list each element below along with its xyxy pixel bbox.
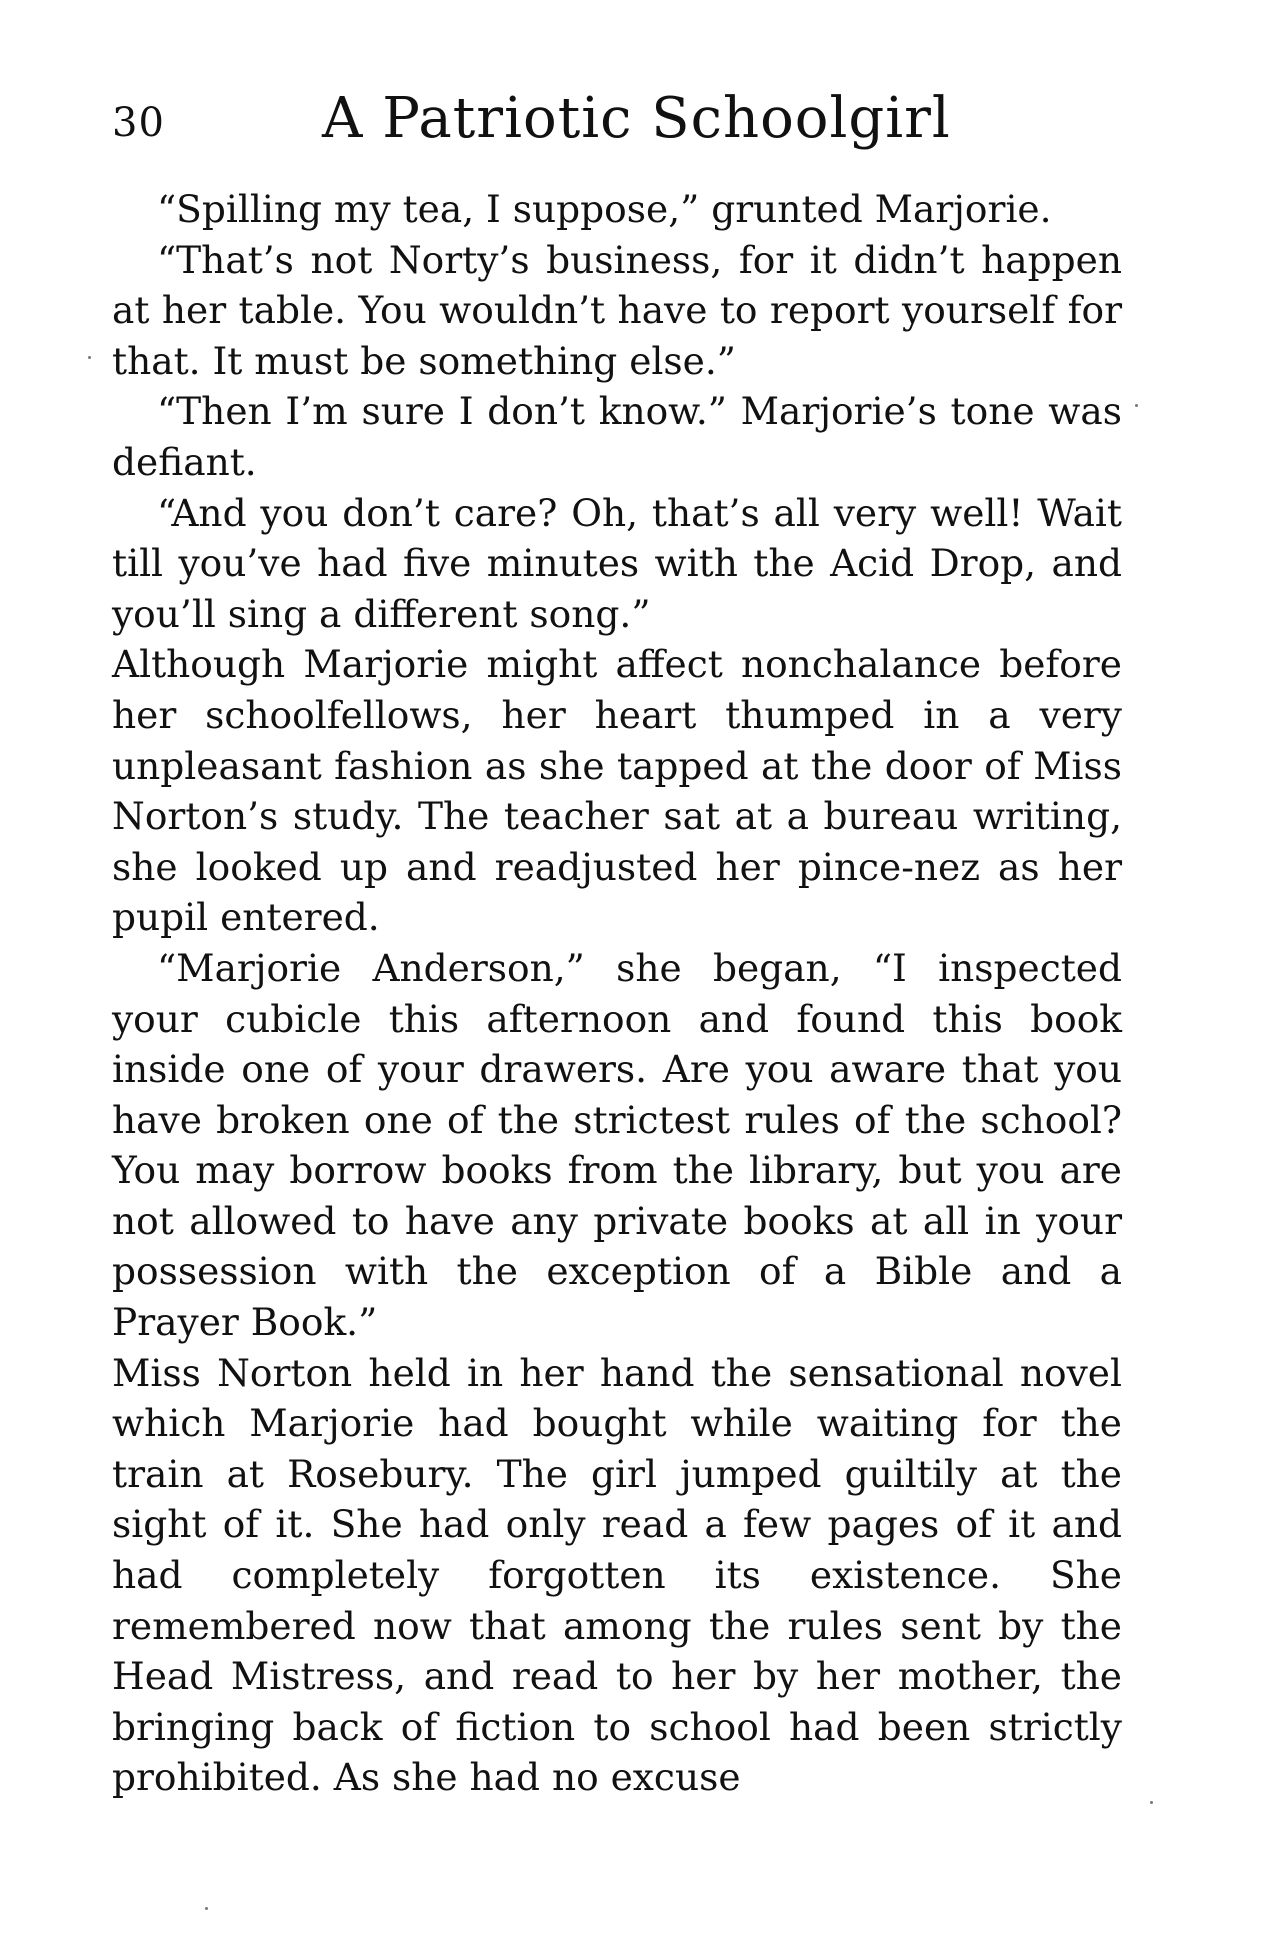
- scan-speck: [1135, 404, 1138, 407]
- paragraph-7: Miss Norton held in her hand the sensational novel which Marjorie had bought while waiting for the train at Rosebury. The girl jumped guiltily at the sight of it. She had only read a few pages of it and had completely forgotten its existence. She remembered now that among the rules sent by the Head Mistress, and read to her by her mother, the bringing back of fiction to school had been strictly prohibited. As she had no excuse: [112, 1350, 1122, 1800]
- paragraph-1: “Spilling my tea, I suppose,” grunted Marjorie.: [157, 187, 1052, 231]
- body-text: [112, 184, 1122, 1803]
- paragraph-5: Although Marjorie might affect nonchalance before her schoolfellows, her heart thumped in a very unpleasant fashion as she tapped at the door of Miss Norton’s study. The teacher sat at a bureau writing, she looked up and readjusted her pince-nez as her pupil entered.: [112, 642, 1122, 940]
- page-number: 30: [112, 100, 165, 146]
- scan-speck: [88, 356, 91, 359]
- running-title: A Patriotic Schoolgirl: [322, 86, 951, 151]
- paragraph-4: “And you don’t care? Oh, that’s all very well! Wait till you’ve had five minutes with the Acid Drop, and you’ll sing a different song.”: [112, 490, 1122, 636]
- paragraph-6: “Marjorie Anderson,” she began, “I inspected your cubicle this afternoon and found this book inside one of your drawers. Are you aware that you have broken one of the strictest rules of the school? You may borrow books from the library, but you are not allowed to have any private books at all in your possession with the exception of a Bible and a Prayer Book.”: [112, 945, 1122, 1345]
- scan-speck: [1150, 1801, 1153, 1804]
- paragraph-2: “That’s not Norty’s business, for it didn’t happen at her table. You wouldn’t have to report yourself for that. It must be something else.”: [112, 237, 1122, 383]
- paragraph-3: “Then I’m sure I don’t know.” Marjorie’s tone was defiant.: [112, 389, 1122, 484]
- scan-speck: [205, 1907, 208, 1910]
- running-head: [112, 86, 1122, 166]
